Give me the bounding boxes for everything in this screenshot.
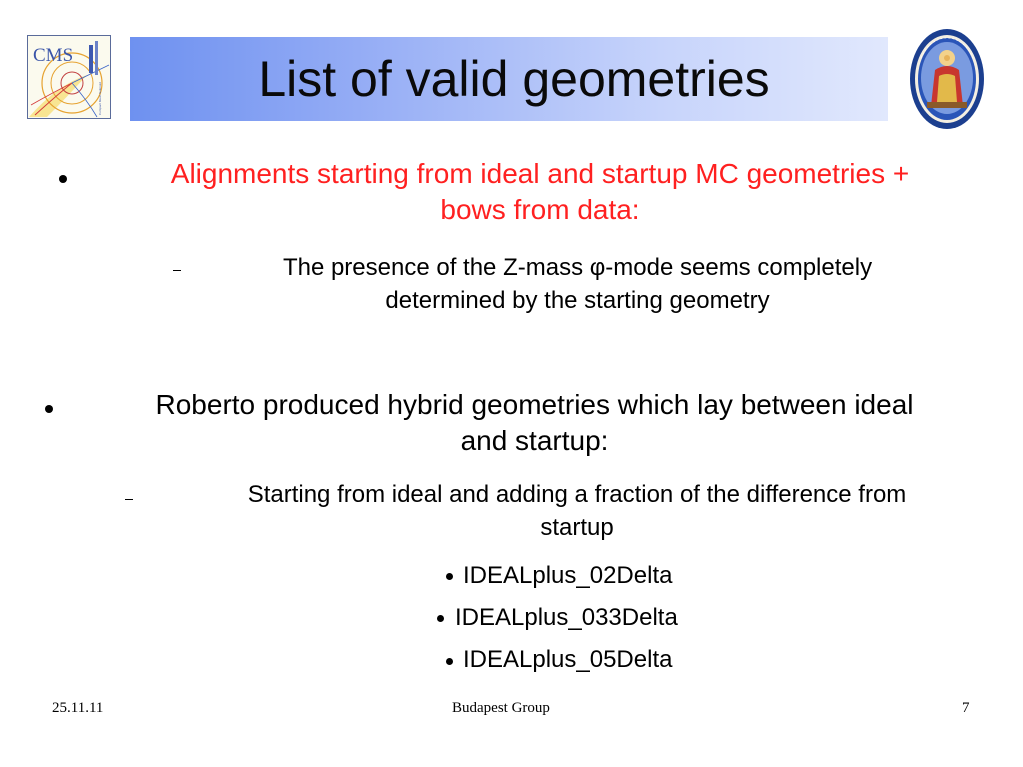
sub-bullet-1-line2: determined by the starting geometry — [385, 287, 770, 314]
bullet-2-line1: Roberto produced hybrid geometries which lay between ideal — [155, 389, 914, 420]
footer-page-number: 7 — [962, 700, 970, 716]
cms-logo-text: CMS — [33, 45, 74, 66]
cms-logo — [27, 35, 111, 119]
bullet-2-line2: and startup: — [460, 425, 609, 456]
footer-date: 25.11.11 — [52, 700, 104, 716]
geometry-item: IDEALplus_05Delta — [463, 646, 673, 673]
sub-bullet-dash — [173, 270, 181, 271]
sub-bullet-2-line2: startup — [540, 514, 614, 541]
sub-bullet-1-line1: The presence of the Z-mass φ-mode seems completely — [282, 254, 873, 281]
sub-bullet-dash — [125, 499, 133, 500]
geometry-item: IDEALplus_02Delta — [463, 562, 673, 589]
title-bar — [130, 37, 888, 121]
academy-seal-icon — [909, 28, 985, 130]
bullet-dot — [446, 658, 453, 665]
sub-bullet-2-line1: Starting from ideal and adding a fraction of the difference from — [247, 481, 907, 508]
bullet-dot — [45, 405, 53, 413]
bullet-1-line1: Alignments starting from ideal and startup MC geometries + — [170, 158, 910, 189]
slide-title: List of valid geometries — [258, 51, 770, 107]
bullet-dot — [59, 175, 67, 183]
geometry-item: IDEALplus_033Delta — [455, 604, 678, 631]
bullet-dot — [437, 615, 444, 622]
svg-text:Compact Muon Solenoid: Compact Muon Solenoid — [98, 82, 102, 115]
bullet-1-line2: bows from data: — [440, 194, 640, 225]
footer-group: Budapest Group — [452, 700, 550, 716]
bullet-dot — [446, 573, 453, 580]
